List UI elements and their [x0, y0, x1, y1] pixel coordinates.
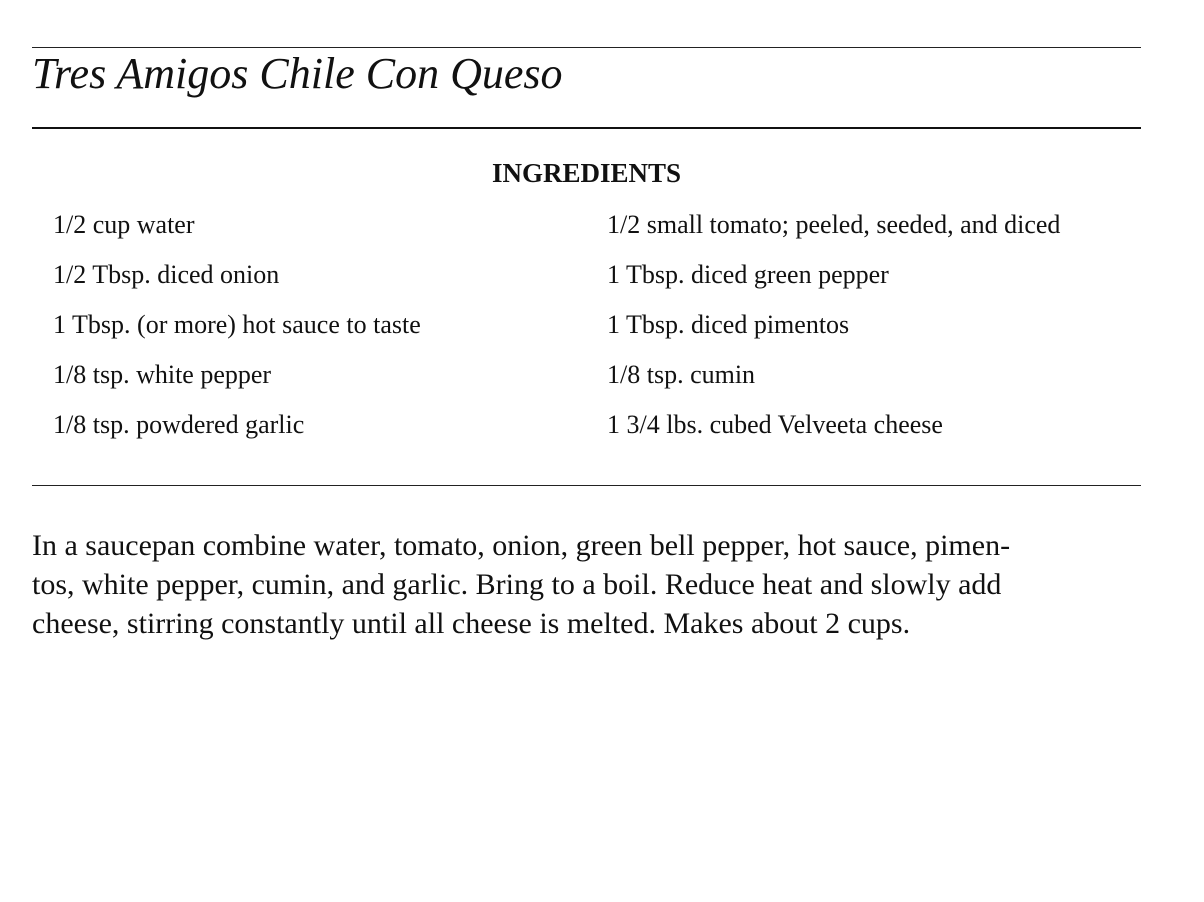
- ingredient-item: 1 3/4 lbs. cubed Velveeta cheese: [607, 410, 943, 439]
- instructions-line: cheese, stirring constantly until all cheese is melted. Makes about 2 cups.: [32, 607, 911, 640]
- instructions-line: tos, white pepper, cumin, and garlic. Bring to a boil. Reduce heat and slowly add: [32, 568, 1002, 601]
- ingredient-item: 1/8 tsp. cumin: [607, 360, 756, 389]
- ingredient-item: 1 Tbsp. diced green pepper: [607, 260, 889, 289]
- ingredient-item: 1/8 tsp. powdered garlic: [53, 410, 305, 439]
- recipe-title: Tres Amigos Chile Con Queso: [32, 49, 563, 98]
- ingredient-item: 1 Tbsp. (or more) hot sauce to taste: [53, 310, 421, 339]
- ingredients-heading: INGREDIENTS: [491, 158, 682, 188]
- ingredients-bottom-rule: [32, 485, 1141, 486]
- ingredient-item: 1/2 small tomato; peeled, seeded, and diced: [607, 210, 1061, 239]
- ingredient-item: 1 Tbsp. diced pimentos: [607, 310, 850, 339]
- instructions-paragraph: [32, 526, 1141, 643]
- title-rule: [32, 127, 1141, 129]
- ingredient-item: 1/8 tsp. white pepper: [53, 360, 272, 389]
- instructions-line: In a saucepan combine water, tomato, onion, green bell pepper, hot sauce, pimen-: [32, 529, 1011, 562]
- ingredients-list: [53, 207, 1141, 443]
- ingredient-item: 1/2 cup water: [53, 210, 195, 239]
- ingredient-item: 1/2 Tbsp. diced onion: [53, 260, 280, 289]
